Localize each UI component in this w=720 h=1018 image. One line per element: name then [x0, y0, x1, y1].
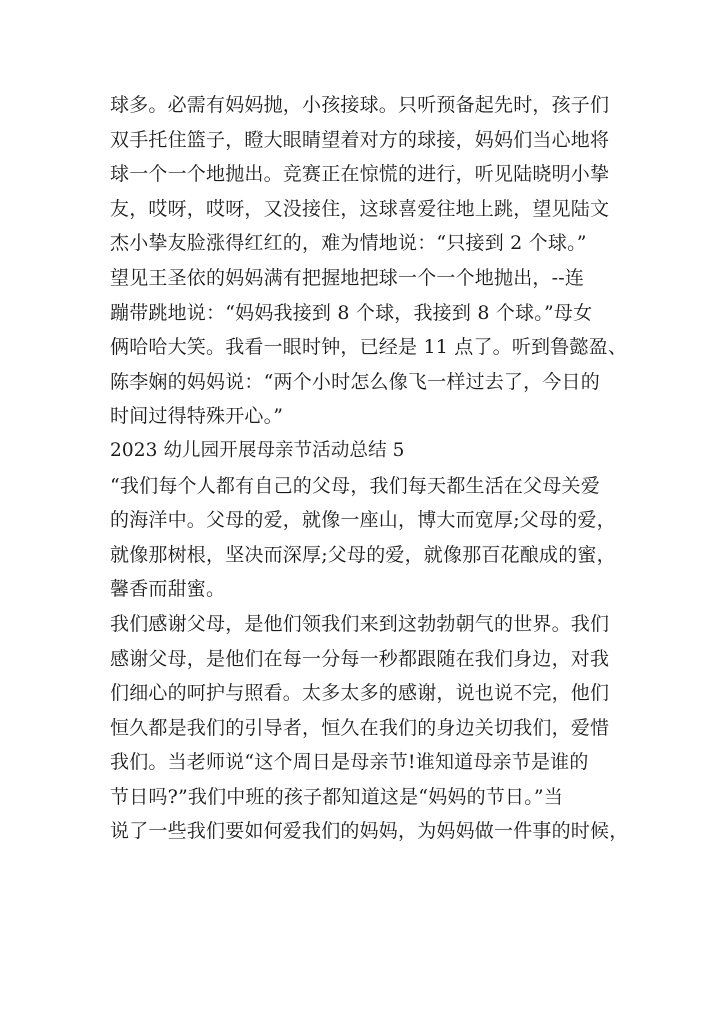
text-line: 我们感谢父母，是他们领我们来到这勃勃朝气的世界。我们	[110, 612, 610, 635]
text-line: 时间过得特殊开心。”	[110, 405, 284, 428]
paragraph	[110, 607, 629, 849]
paragraph	[110, 88, 628, 434]
text-line: 就像那树根，坚决而深厚;父母的爱，就像那百花酿成的蜜，	[110, 543, 616, 566]
text-line: 陈李娴的妈妈说：“两个小时怎么像飞一样过去了，今日的	[110, 370, 600, 393]
text-line: 们细心的呵护与照看。太多太多的感谢，说也说不完，他们	[110, 682, 610, 705]
document-body	[110, 88, 629, 849]
section-heading: 2023 幼儿园开展母亲节活动总结 5	[110, 439, 405, 461]
text-line: 节日吗?”我们中班的孩子都知道这是“妈妈的节日。”当	[110, 785, 564, 808]
text-line: “我们每个人都有自己的父母，我们每天都生活在父母关爱	[110, 474, 600, 497]
text-line: 杰小挚友脸涨得红红的，难为情地说：“只接到 2 个球。”	[110, 232, 587, 255]
text-line: 双手托住篮子，瞪大眼睛望着对方的球接，妈妈们当心地将	[110, 128, 610, 151]
text-line: 球一个一个地抛出。竞赛正在惊慌的进行，听见陆晓明小挚	[110, 163, 610, 186]
text-line: 望见王圣依的妈妈满有把握地把球一个一个地抛出，--连	[110, 266, 585, 289]
text-line: 蹦带跳地说：“妈妈我接到 8 个球，我接到 8 个球。”母女	[110, 301, 593, 324]
text-line: 感谢父母，是他们在每一分每一秒都跟随在我们身边，对我	[110, 647, 610, 670]
text-line: 我们。当老师说“这个周日是母亲节!谁知道母亲节是谁的	[110, 751, 589, 774]
text-line: 友，哎呀，哎呀，又没接住，这球喜爱往地上跳，望见陆文	[110, 197, 610, 220]
text-line: 俩哈哈大笑。我看一眼时钟，已经是 11 点了。听到鲁懿盈、	[110, 336, 628, 359]
text-line: 恒久都是我们的引导者，恒久在我们的身边关切我们，爱惜	[110, 716, 610, 739]
paragraph	[110, 469, 615, 607]
text-line: 馨香而甜蜜。	[110, 578, 226, 601]
text-line: 球多。必需有妈妈抛，小孩接球。只听预备起先时，孩子们	[110, 94, 610, 116]
text-line: 说了一些我们要如何爱我们的妈妈，为妈妈做一件事的时候，	[110, 820, 629, 843]
text-line: 的海洋中。父母的爱，就像一座山，博大而宽厚;父母的爱，	[110, 509, 616, 532]
